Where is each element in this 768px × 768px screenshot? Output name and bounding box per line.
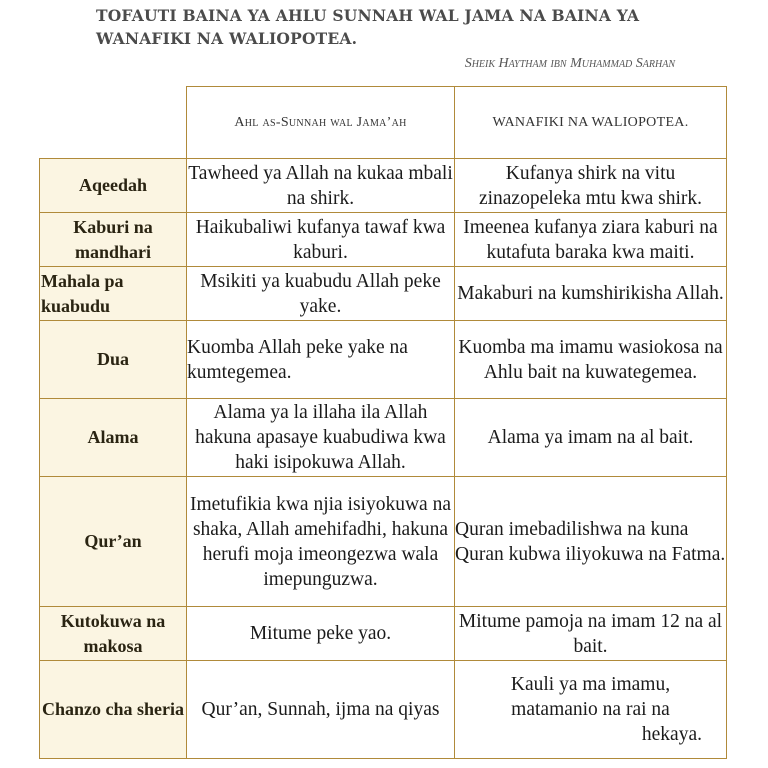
row-label: Dua <box>40 321 187 399</box>
row-label: Qur’an <box>40 477 187 607</box>
table-header-row <box>40 87 727 159</box>
wanafiki-cell: Imeenea kufanya ziara kaburi na kutafuta baraka kwa maiti. <box>455 213 727 267</box>
author-name: Sheik Haytham ibn Muhammad Sarhan <box>464 56 675 71</box>
table-row <box>40 321 727 399</box>
table-row <box>40 477 727 607</box>
header-ahl-sunnah: Ahl as-Sunnah wal Jama’ah <box>187 87 455 159</box>
wanafiki-line: hekaya. <box>641 724 702 745</box>
sunnah-cell: Imetufikia kwa njia isiyokuwa na shaka, Allah amehifadhi, hakuna herufi moja imeongezwa wala imepunguzwa. <box>187 477 455 607</box>
sunnah-cell: Tawheed ya Allah na kukaa mbali na shirk. <box>187 159 455 213</box>
wanafiki-cell <box>455 661 727 759</box>
sunnah-cell: Qur’an, Sunnah, ijma na qiyas <box>187 661 455 759</box>
document-title: TOFAUTI BAINA YA AHLU SUNNAH WAL JAMA NA BAINA YA WANAFIKI NA WALIOPOTEA. <box>96 6 640 48</box>
table-row <box>40 399 727 477</box>
wanafiki-cell: Alama ya imam na al bait. <box>455 399 727 477</box>
row-label: Alama <box>40 399 187 477</box>
sunnah-cell: Alama ya la illaha ila Allah hakuna apasaye kuabudiwa kwa haki isipokuwa Allah. <box>187 399 455 477</box>
sunnah-cell: Haikubaliwi kufanya tawaf kwa kaburi. <box>187 213 455 267</box>
header-wanafiki: WANAFIKI NA WALIOPOTEA. <box>455 87 727 159</box>
table-row <box>40 607 727 661</box>
table-row <box>40 213 727 267</box>
row-label: Aqeedah <box>40 159 187 213</box>
wanafiki-cell: Kuomba ma imamu wasiokosa na Ahlu bait na kuwategemea. <box>455 321 727 399</box>
table-row <box>40 661 727 759</box>
wanafiki-cell: Kufanya shirk na vitu zinazopeleka mtu kwa shirk. <box>455 159 727 213</box>
wanafiki-cell: Quran imebadilishwa na kuna Quran kubwa iliyokuwa na Fatma. <box>455 477 727 607</box>
wanafiki-cell: Makaburi na kumshirikisha Allah. <box>455 267 727 321</box>
row-label: Kutokuwa na makosa <box>40 607 187 661</box>
sunnah-cell: Kuomba Allah peke yake na kumtegemea. <box>187 321 455 399</box>
comparison-table <box>39 86 727 759</box>
wanafiki-cell: Mitume pamoja na imam 12 na al bait. <box>455 607 727 661</box>
sunnah-cell: Msikiti ya kuabudu Allah peke yake. <box>187 267 455 321</box>
row-label: Kaburi na mandhari <box>40 213 187 267</box>
sunnah-cell: Mitume peke yao. <box>187 607 455 661</box>
table-row <box>40 267 727 321</box>
row-label: Chanzo cha sheria <box>40 661 187 759</box>
table-row <box>40 159 727 213</box>
wanafiki-line: matamanio na rai na <box>511 699 670 720</box>
row-label: Mahala pa kuabudu <box>40 267 187 321</box>
empty-corner-cell <box>40 87 187 159</box>
wanafiki-line: Kauli ya ma imamu, <box>510 674 671 695</box>
